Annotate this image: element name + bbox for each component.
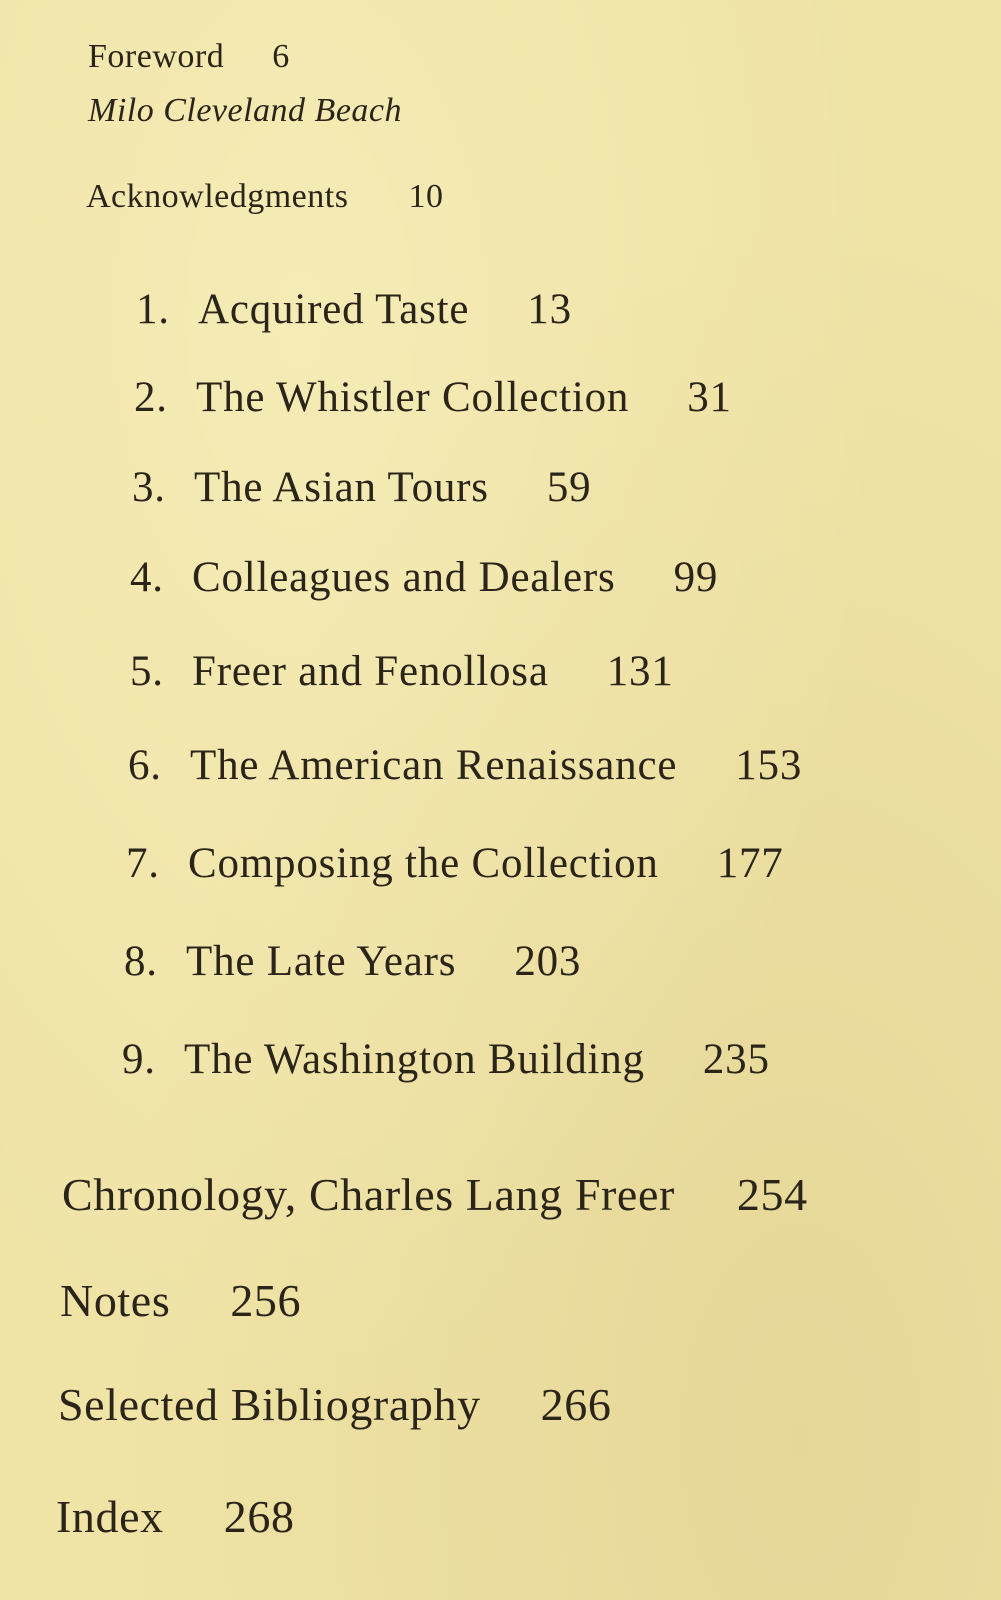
toc-chapter-8 <box>124 940 581 983</box>
chapter-number: 7. <box>126 840 160 887</box>
chapter-number: 8. <box>124 938 158 985</box>
toc-entry-title: Acknowledgments <box>86 178 349 215</box>
toc-entry-index <box>56 1491 295 1542</box>
toc-entry-page: 268 <box>223 1491 295 1542</box>
chapter-title: Colleagues and Dealers <box>192 554 616 601</box>
toc-entry-foreword <box>88 40 290 74</box>
chapter-title: Composing the Collection <box>188 840 659 887</box>
toc-entry-foreword-author <box>88 94 402 128</box>
chapter-number: 4. <box>130 554 164 601</box>
toc-entry-notes <box>60 1275 302 1326</box>
chapter-title: The Washington Building <box>184 1036 645 1083</box>
chapter-page: 177 <box>716 840 784 887</box>
toc-entry-title: Notes <box>60 1275 171 1326</box>
toc-entry-page: 256 <box>230 1275 302 1326</box>
toc-chapter-1 <box>136 288 572 331</box>
toc-entry-title: Selected Bibliography <box>58 1379 481 1430</box>
toc-chapter-6 <box>128 744 802 787</box>
toc-entry-page: 254 <box>736 1169 808 1220</box>
chapter-number: 9. <box>122 1036 156 1083</box>
chapter-title: The Late Years <box>186 938 457 985</box>
toc-entry-title: Chronology, Charles Lang Freer <box>62 1169 675 1220</box>
toc-entry-author: Milo Cleveland Beach <box>88 92 403 129</box>
chapter-number: 2. <box>134 374 168 421</box>
chapter-page: 235 <box>702 1036 770 1083</box>
chapter-page: 99 <box>673 554 719 601</box>
toc-entry-chronology <box>62 1169 808 1220</box>
chapter-title: The American Renaissance <box>190 742 678 789</box>
toc-chapter-7 <box>126 842 784 885</box>
chapter-title: The Whistler Collection <box>196 374 630 421</box>
chapter-number: 1. <box>136 286 170 333</box>
toc-entry-title: Index <box>56 1491 164 1542</box>
chapter-number: 5. <box>130 648 164 695</box>
toc-chapter-3 <box>132 466 591 509</box>
toc-chapter-5 <box>130 650 674 693</box>
chapter-page: 131 <box>606 648 674 695</box>
toc-entry-page: 6 <box>272 38 290 75</box>
toc-chapter-4 <box>130 556 718 599</box>
chapter-title: Acquired Taste <box>198 286 470 333</box>
toc-chapter-2 <box>134 376 732 419</box>
toc-chapter-9 <box>122 1038 770 1081</box>
chapter-number: 6. <box>128 742 162 789</box>
toc-entry-page: 266 <box>540 1379 612 1430</box>
chapter-page: 31 <box>687 374 732 421</box>
chapter-title: Freer and Fenollosa <box>192 648 549 695</box>
chapter-page: 59 <box>546 464 592 511</box>
chapter-page: 203 <box>514 938 582 985</box>
toc-entry-bibliography <box>58 1379 612 1430</box>
chapter-page: 13 <box>527 286 572 333</box>
chapter-number: 3. <box>132 464 166 511</box>
chapter-title: The Asian Tours <box>194 464 489 511</box>
chapter-page: 153 <box>735 742 803 789</box>
toc-entry-page: 10 <box>408 178 444 215</box>
toc-entry-acknowledgments <box>86 180 443 214</box>
toc-entry-title: Foreword <box>88 38 225 75</box>
